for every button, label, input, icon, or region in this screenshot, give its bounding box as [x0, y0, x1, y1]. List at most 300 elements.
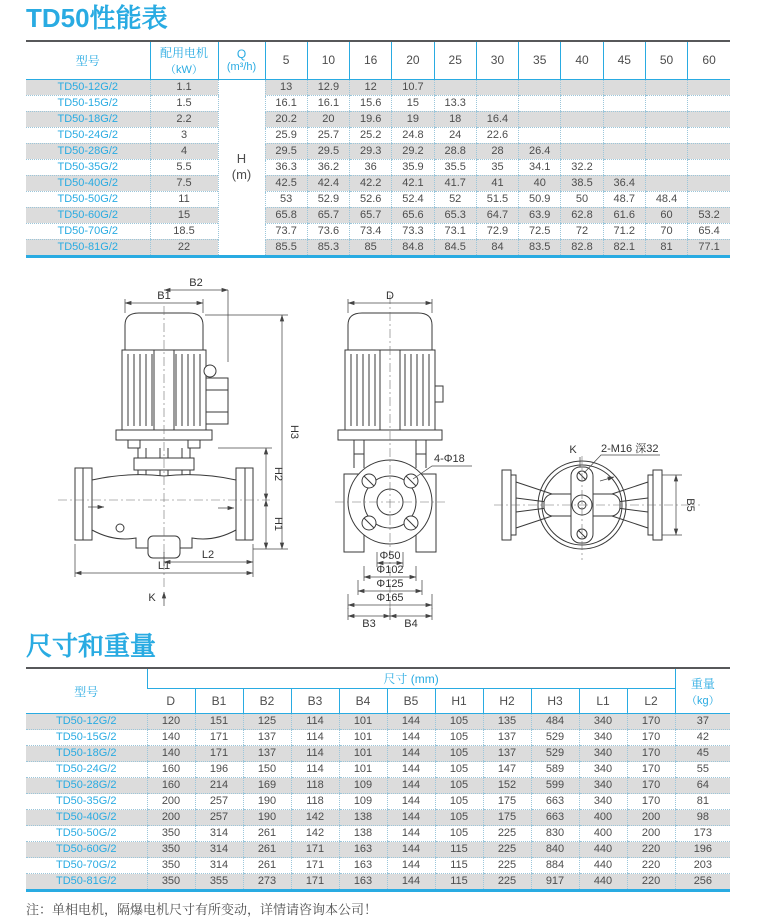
table-row — [26, 95, 730, 111]
value-cell: 840 — [531, 842, 579, 858]
table-row — [26, 874, 730, 891]
flow-column-header — [218, 41, 265, 80]
value-cell: 42.4 — [307, 175, 349, 191]
value-cell: 114 — [291, 730, 339, 746]
motor-power-cell: 11 — [150, 191, 218, 207]
value-cell: 53.2 — [688, 207, 730, 223]
model-cell: TD50-12G/2 — [26, 714, 147, 730]
value-cell: 20 — [307, 111, 349, 127]
value-cell: 144 — [387, 778, 435, 794]
value-cell: 350 — [147, 826, 195, 842]
value-cell — [519, 79, 561, 95]
view-direction-label-k: K — [148, 591, 156, 604]
model-cell: TD50-60G/2 — [26, 842, 147, 858]
value-cell: 41.7 — [434, 175, 476, 191]
model-cell: TD50-24G/2 — [26, 762, 147, 778]
value-cell: 84 — [476, 239, 518, 256]
value-cell — [645, 127, 687, 143]
value-cell: 220 — [627, 874, 675, 891]
value-cell: 171 — [195, 746, 243, 762]
value-cell: 65.4 — [688, 223, 730, 239]
table-row — [26, 159, 730, 175]
drawing-shape — [128, 440, 140, 448]
model-cell: TD50-24G/2 — [26, 127, 150, 143]
value-cell: 163 — [339, 842, 387, 858]
side-view-drawing — [335, 290, 472, 630]
model-cell: TD50-40G/2 — [26, 810, 147, 826]
dim-label-dia165: Φ165 — [376, 591, 404, 604]
performance-table — [26, 40, 730, 258]
model-cell: TD50-81G/2 — [26, 239, 150, 256]
weight-cell: 64 — [675, 778, 730, 794]
value-cell: 16.1 — [307, 95, 349, 111]
weight-cell: 37 — [675, 714, 730, 730]
value-cell: 35.5 — [434, 159, 476, 175]
motor-power-cell: 4 — [150, 143, 218, 159]
value-cell: 190 — [243, 810, 291, 826]
value-cell — [561, 79, 603, 95]
value-cell: 52.9 — [307, 191, 349, 207]
value-cell: 400 — [579, 810, 627, 826]
flow-value-header: 35 — [519, 41, 561, 80]
value-cell: 175 — [483, 794, 531, 810]
dim-label-l2: L2 — [201, 548, 215, 561]
value-cell: 73.7 — [265, 223, 307, 239]
value-cell: 663 — [531, 810, 579, 826]
value-cell: 101 — [339, 730, 387, 746]
value-cell: 440 — [579, 874, 627, 891]
value-cell: 144 — [387, 842, 435, 858]
value-cell: 77.1 — [688, 239, 730, 256]
value-cell — [603, 111, 645, 127]
value-cell: 73.1 — [434, 223, 476, 239]
value-cell: 200 — [627, 810, 675, 826]
value-cell — [688, 79, 730, 95]
weight-cell: 256 — [675, 874, 730, 891]
value-cell: 170 — [627, 794, 675, 810]
model-cell: TD50-12G/2 — [26, 79, 150, 95]
value-cell: 140 — [147, 730, 195, 746]
value-cell: 225 — [483, 858, 531, 874]
motor-header-line2: （kW） — [165, 63, 203, 76]
value-cell: 214 — [195, 778, 243, 794]
dimension-table-group-header-row — [26, 668, 730, 689]
value-cell: 62.8 — [561, 207, 603, 223]
value-cell: 144 — [387, 762, 435, 778]
value-cell — [688, 159, 730, 175]
value-cell: 350 — [147, 874, 195, 891]
dimension-column-header: H1 — [435, 689, 483, 714]
value-cell: 72.5 — [519, 223, 561, 239]
value-cell: 340 — [579, 730, 627, 746]
value-cell: 163 — [339, 874, 387, 891]
value-cell: 261 — [243, 858, 291, 874]
value-cell: 52 — [434, 191, 476, 207]
flow-value-header: 45 — [603, 41, 645, 80]
model-cell: TD50-18G/2 — [26, 111, 150, 127]
dimension-column-header: B5 — [387, 689, 435, 714]
value-cell: 85 — [350, 239, 392, 256]
value-cell: 36.4 — [603, 175, 645, 191]
value-cell: 16.1 — [265, 95, 307, 111]
value-cell: 25.7 — [307, 127, 349, 143]
value-cell: 350 — [147, 842, 195, 858]
value-cell: 82.1 — [603, 239, 645, 256]
flow-header-line1: Q — [236, 47, 247, 62]
dimension-column-header: L1 — [579, 689, 627, 714]
value-cell — [688, 111, 730, 127]
weight-cell: 45 — [675, 746, 730, 762]
value-cell: 170 — [627, 746, 675, 762]
value-cell: 28 — [476, 143, 518, 159]
value-cell: 225 — [483, 826, 531, 842]
value-cell: 257 — [195, 794, 243, 810]
value-cell: 24.8 — [392, 127, 434, 143]
value-cell: 138 — [339, 810, 387, 826]
value-cell: 314 — [195, 842, 243, 858]
dimension-column-header: B4 — [339, 689, 387, 714]
motor-power-cell: 18.5 — [150, 223, 218, 239]
value-cell: 109 — [339, 794, 387, 810]
table-row — [26, 826, 730, 842]
table-row — [26, 730, 730, 746]
motor-power-cell: 3 — [150, 127, 218, 143]
weight-cell: 203 — [675, 858, 730, 874]
table-row — [26, 175, 730, 191]
value-cell: 151 — [195, 714, 243, 730]
value-cell: 105 — [435, 778, 483, 794]
performance-table-body — [26, 79, 730, 256]
value-cell: 41 — [476, 175, 518, 191]
flow-value-header: 5 — [265, 41, 307, 80]
value-cell — [645, 95, 687, 111]
table-row — [26, 858, 730, 874]
value-cell: 83.5 — [519, 239, 561, 256]
drawing-shape — [188, 440, 200, 448]
dim-label-b5: B5 — [684, 497, 696, 512]
value-cell: 19.6 — [350, 111, 392, 127]
value-cell: 138 — [339, 826, 387, 842]
flow-value-header: 25 — [434, 41, 476, 80]
value-cell: 144 — [387, 810, 435, 826]
table-row — [26, 842, 730, 858]
dimension-column-header: L2 — [627, 689, 675, 714]
value-cell: 261 — [243, 842, 291, 858]
model-cell: TD50-35G/2 — [26, 794, 147, 810]
dimension-column-header: H2 — [483, 689, 531, 714]
model-cell: TD50-81G/2 — [26, 874, 147, 891]
model-column-header: 型号 — [26, 668, 147, 714]
value-cell: 85.5 — [265, 239, 307, 256]
table-row — [26, 223, 730, 239]
value-cell: 42.5 — [265, 175, 307, 191]
flow-value-header: 10 — [307, 41, 349, 80]
value-cell — [603, 159, 645, 175]
value-cell: 147 — [483, 762, 531, 778]
value-cell: 884 — [531, 858, 579, 874]
value-cell: 120 — [147, 714, 195, 730]
weight-header-line2: （kg） — [686, 694, 720, 707]
value-cell: 24 — [434, 127, 476, 143]
motor-header-line1: 配用电机 — [159, 45, 208, 60]
dim-label-dia102: Φ102 — [376, 563, 404, 576]
value-cell: 115 — [435, 858, 483, 874]
motor-power-cell: 15 — [150, 207, 218, 223]
value-cell: 73.6 — [307, 223, 349, 239]
head-unit-cell: H (m) — [218, 79, 265, 256]
table-row — [26, 778, 730, 794]
value-cell: 64.7 — [476, 207, 518, 223]
dim-label-l1: L1 — [157, 559, 171, 572]
value-cell: 29.2 — [392, 143, 434, 159]
value-cell: 484 — [531, 714, 579, 730]
value-cell: 314 — [195, 826, 243, 842]
value-cell — [645, 175, 687, 191]
value-cell: 125 — [243, 714, 291, 730]
table-row — [26, 143, 730, 159]
dimension-column-header: H3 — [531, 689, 579, 714]
weight-cell: 42 — [675, 730, 730, 746]
flow-value-header: 16 — [350, 41, 392, 80]
value-cell: 152 — [483, 778, 531, 794]
flow-value-header: 60 — [688, 41, 730, 80]
value-cell: 101 — [339, 762, 387, 778]
value-cell: 114 — [291, 746, 339, 762]
value-cell: 340 — [579, 778, 627, 794]
value-cell: 105 — [435, 730, 483, 746]
value-cell: 36.3 — [265, 159, 307, 175]
dim-label-dia50: Φ50 — [379, 549, 401, 562]
value-cell — [645, 143, 687, 159]
value-cell: 65.7 — [307, 207, 349, 223]
model-cell: TD50-15G/2 — [26, 730, 147, 746]
value-cell: 72.9 — [476, 223, 518, 239]
weight-column-header — [675, 668, 730, 714]
value-cell: 15.6 — [350, 95, 392, 111]
value-cell: 84.8 — [392, 239, 434, 256]
flow-value-header: 20 — [392, 41, 434, 80]
value-cell: 160 — [147, 762, 195, 778]
value-cell: 42.2 — [350, 175, 392, 191]
table-row — [26, 79, 730, 95]
value-cell: 71.2 — [603, 223, 645, 239]
value-cell: 105 — [435, 746, 483, 762]
dim-label-dia125: Φ125 — [376, 577, 404, 590]
value-cell: 529 — [531, 746, 579, 762]
value-cell: 13 — [265, 79, 307, 95]
motor-power-cell: 1.5 — [150, 95, 218, 111]
value-cell: 118 — [291, 794, 339, 810]
value-cell: 25.2 — [350, 127, 392, 143]
value-cell: 29.3 — [350, 143, 392, 159]
table-row — [26, 762, 730, 778]
value-cell: 19 — [392, 111, 434, 127]
table-row — [26, 714, 730, 730]
value-cell: 101 — [339, 714, 387, 730]
value-cell: 220 — [627, 842, 675, 858]
value-cell: 52.4 — [392, 191, 434, 207]
value-cell: 225 — [483, 842, 531, 858]
value-cell: 170 — [627, 778, 675, 794]
model-cell: TD50-18G/2 — [26, 746, 147, 762]
value-cell: 144 — [387, 794, 435, 810]
flow-value-header: 40 — [561, 41, 603, 80]
drawing-shape — [348, 608, 432, 620]
dimensions-section-title: 尺寸和重量 — [26, 630, 157, 661]
value-cell: 61.6 — [603, 207, 645, 223]
bolt-holes-label: 4-Φ18 — [434, 452, 465, 465]
value-cell: 42.1 — [392, 175, 434, 191]
value-cell: 81 — [645, 239, 687, 256]
drawing-shape — [58, 306, 270, 588]
dim-label-b4: B4 — [404, 617, 418, 630]
value-cell: 529 — [531, 730, 579, 746]
value-cell — [561, 143, 603, 159]
value-cell: 70 — [645, 223, 687, 239]
value-cell — [561, 127, 603, 143]
value-cell: 50 — [561, 191, 603, 207]
value-cell: 170 — [627, 762, 675, 778]
value-cell: 144 — [387, 826, 435, 842]
thread-spec-label: 2-M16 深32 — [601, 442, 659, 455]
value-cell: 663 — [531, 794, 579, 810]
dim-label-d: D — [386, 289, 394, 302]
dimensions-group-header: 尺寸 (mm) — [147, 668, 675, 689]
value-cell: 20.2 — [265, 111, 307, 127]
value-cell: 65.6 — [392, 207, 434, 223]
motor-power-cell: 22 — [150, 239, 218, 256]
value-cell: 137 — [243, 746, 291, 762]
value-cell: 26.4 — [519, 143, 561, 159]
flow-value-header: 30 — [476, 41, 518, 80]
model-cell: TD50-60G/2 — [26, 207, 150, 223]
flow-value-header: 50 — [645, 41, 687, 80]
value-cell: 340 — [579, 714, 627, 730]
motor-column-header — [150, 41, 218, 80]
value-cell — [688, 127, 730, 143]
value-cell: 73.3 — [392, 223, 434, 239]
value-cell: 220 — [627, 858, 675, 874]
value-cell: 51.5 — [476, 191, 518, 207]
footnote: 注：单相电机，隔爆电机尺寸有所变动，详情请咨询本公司！ — [26, 902, 378, 918]
value-cell: 35 — [476, 159, 518, 175]
value-cell: 18 — [434, 111, 476, 127]
value-cell — [476, 79, 518, 95]
value-cell: 105 — [435, 714, 483, 730]
drawing-shape — [116, 524, 124, 532]
flow-header-line2: (m³/h) — [226, 61, 257, 74]
value-cell: 114 — [291, 714, 339, 730]
value-cell: 599 — [531, 778, 579, 794]
value-cell: 29.5 — [307, 143, 349, 159]
value-cell: 257 — [195, 810, 243, 826]
value-cell: 314 — [195, 858, 243, 874]
value-cell: 200 — [627, 826, 675, 842]
model-cell: TD50-70G/2 — [26, 858, 147, 874]
value-cell: 440 — [579, 842, 627, 858]
model-cell: TD50-40G/2 — [26, 175, 150, 191]
value-cell: 115 — [435, 874, 483, 891]
value-cell: 16.4 — [476, 111, 518, 127]
value-cell: 65.8 — [265, 207, 307, 223]
value-cell: 140 — [147, 746, 195, 762]
value-cell: 144 — [387, 714, 435, 730]
value-cell: 150 — [243, 762, 291, 778]
value-cell: 60 — [645, 207, 687, 223]
value-cell — [603, 79, 645, 95]
weight-cell: 81 — [675, 794, 730, 810]
value-cell: 63.9 — [519, 207, 561, 223]
view-label-k: K — [569, 443, 577, 456]
value-cell — [476, 95, 518, 111]
value-cell: 101 — [339, 746, 387, 762]
value-cell: 32.2 — [561, 159, 603, 175]
value-cell: 169 — [243, 778, 291, 794]
value-cell: 25.9 — [265, 127, 307, 143]
table-row — [26, 794, 730, 810]
model-cell: TD50-15G/2 — [26, 95, 150, 111]
value-cell: 85.3 — [307, 239, 349, 256]
value-cell — [645, 111, 687, 127]
model-cell: TD50-28G/2 — [26, 143, 150, 159]
value-cell: 82.8 — [561, 239, 603, 256]
value-cell: 35.9 — [392, 159, 434, 175]
dim-label-b2: B2 — [189, 276, 203, 289]
drawing-shape — [435, 386, 443, 402]
model-cell: TD50-28G/2 — [26, 778, 147, 794]
value-cell: 137 — [483, 746, 531, 762]
value-cell: 65.7 — [350, 207, 392, 223]
value-cell: 40 — [519, 175, 561, 191]
value-cell: 144 — [387, 858, 435, 874]
value-cell: 109 — [339, 778, 387, 794]
front-view-drawing — [58, 277, 300, 606]
table-row — [26, 239, 730, 256]
motor-power-cell: 5.5 — [150, 159, 218, 175]
table-row — [26, 111, 730, 127]
value-cell: 50.9 — [519, 191, 561, 207]
weight-cell: 55 — [675, 762, 730, 778]
value-cell: 36.2 — [307, 159, 349, 175]
model-column-header: 型号 — [26, 41, 150, 80]
value-cell: 273 — [243, 874, 291, 891]
table-row — [26, 127, 730, 143]
value-cell — [519, 127, 561, 143]
value-cell — [561, 95, 603, 111]
value-cell: 261 — [243, 826, 291, 842]
value-cell: 105 — [435, 810, 483, 826]
performance-section-title: TD50性能表 — [26, 3, 168, 33]
value-cell — [561, 111, 603, 127]
value-cell: 10.7 — [392, 79, 434, 95]
model-cell: TD50-35G/2 — [26, 159, 150, 175]
value-cell: 13.3 — [434, 95, 476, 111]
table-row — [26, 191, 730, 207]
dimension-column-header: D — [147, 689, 195, 714]
value-cell: 137 — [243, 730, 291, 746]
dim-label-b1: B1 — [157, 289, 171, 302]
value-cell: 917 — [531, 874, 579, 891]
motor-power-cell: 7.5 — [150, 175, 218, 191]
value-cell: 115 — [435, 842, 483, 858]
dimension-table-body — [26, 714, 730, 891]
top-view-drawing — [494, 442, 700, 560]
model-cell: TD50-50G/2 — [26, 191, 150, 207]
value-cell: 144 — [387, 746, 435, 762]
value-cell: 196 — [195, 762, 243, 778]
value-cell: 170 — [627, 714, 675, 730]
value-cell: 200 — [147, 794, 195, 810]
